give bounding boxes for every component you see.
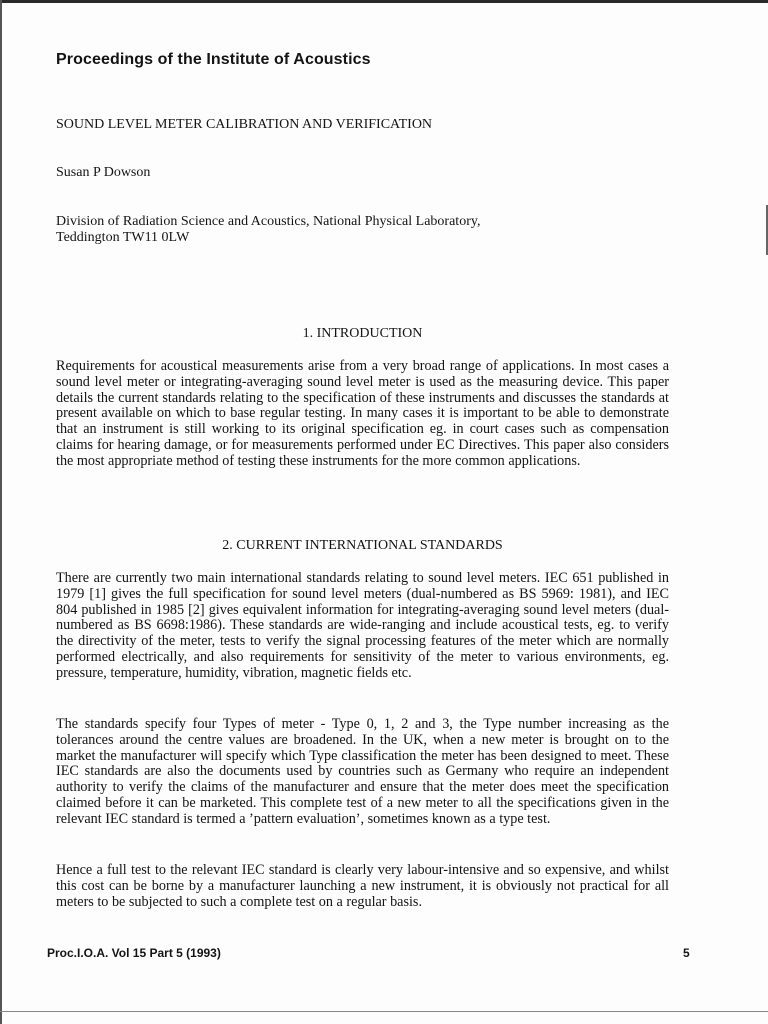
affiliation-line-2: Teddington TW11 0LW xyxy=(56,230,190,245)
standards-paragraph-3: Hence a full test to the relevant IEC standard is clearly very labour-intensive and so expensive, and whilst this cost can be borne by a manufacturer launching a new instrument, it is obviously not practical for all meters to be subjected to such a complete test on a regular basis. xyxy=(56,862,669,910)
standards-paragraph-2: The standards specify four Types of meter - Type 0, 1, 2 and 3, the Type number increasing as the tolerances around the centre values are broadened. In the UK, when a new meter is brought on to the market the manufacturer will specify which Type classification the meter has been designed to meet. These IEC standards are also the documents used by countries such as Germany who require an independent authority to verify the claims of the manufacturer and ensure that the meter does meet the specification claimed before it can be marketed. This complete test of a new meter to all the specifications given in the relevant IEC standard is termed a ’pattern evaluation’, sometimes known as a type test. xyxy=(56,716,669,827)
page-number: 5 xyxy=(683,946,690,960)
scan-border-bottom xyxy=(0,1011,768,1012)
scan-border-left xyxy=(0,0,2,1024)
footer-citation: Proc.I.O.A. Vol 15 Part 5 (1993) xyxy=(47,946,221,960)
section-heading-standards: 2. CURRENT INTERNATIONAL STANDARDS xyxy=(222,538,503,553)
section-heading-introduction: 1. INTRODUCTION xyxy=(302,326,423,341)
author-affiliation xyxy=(56,214,480,246)
scan-border-top xyxy=(0,0,768,3)
author-name: Susan P Dowson xyxy=(56,165,151,180)
affiliation-line-1: Division of Radiation Science and Acoustics, National Physical Laboratory, xyxy=(56,214,481,229)
paper-title: SOUND LEVEL METER CALIBRATION AND VERIFICATION xyxy=(56,117,433,132)
introduction-paragraph: Requirements for acoustical measurements arise from a very broad range of applications. In most cases a sound level meter or integrating-averaging sound level meter is used as the measuring device. This paper details the current standards relating to the specification of these instruments and discusses the standards at present available on which to base regular testing. In many cases it is important to be able to demonstrate that an instrument is still working to its original specification eg. in court cases such as compensation claims for hearing damage, or for measurements performed under EC Directives. This paper also considers the most appropriate method of testing these instruments for the more common applications. xyxy=(56,358,669,469)
journal-title: Proceedings of the Institute of Acoustics xyxy=(56,51,371,68)
standards-paragraph-1: There are currently two main international standards relating to sound level meters. IEC 651 published in 1979 [1] gives the full specification for sound level meters (dual-numbered as BS 5969: 1981), and IEC 804 published in 1985 [2] gives equivalent information for integrating-averaging sound level meters (dual-numbered as BS 6698:1986). These standards are wide-ranging and include acoustical tests, eg. to verify the directivity of the meter, tests to verify the signal processing features of the meter which are normally performed electrically, and also requirements for sensitivity of the meter to various environments, eg. pressure, temperature, humidity, vibration, magnetic fields etc. xyxy=(56,570,669,681)
